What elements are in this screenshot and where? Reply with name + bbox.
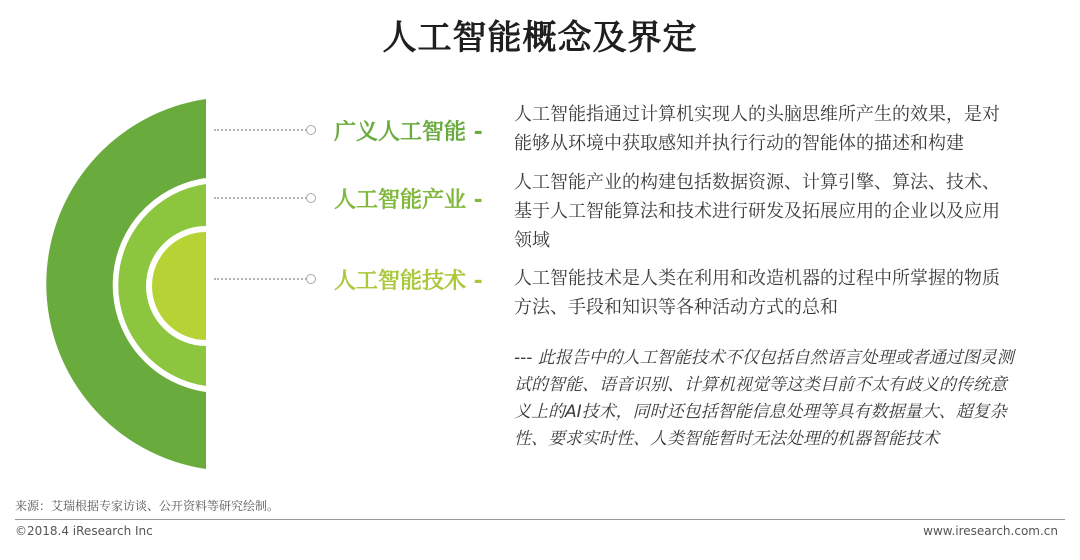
- connector-line-3: [214, 278, 310, 280]
- connector-dot-3: [306, 274, 316, 284]
- note-line: 试的智能、语音识别、计算机视觉等这类目前不太有歧义的传统意: [514, 375, 1007, 395]
- connector-dot-1: [306, 125, 316, 135]
- label-ai-technology: 人工智能技术 -: [334, 269, 483, 294]
- description-line: 人工智能指通过计算机实现人的头脑思维所产生的效果，是对: [514, 104, 1000, 125]
- connector-line-1: [214, 129, 310, 131]
- description-line: 基于人工智能算法和技术进行研发及拓展应用的企业以及应用: [514, 201, 1000, 222]
- connector-line-2: [214, 197, 310, 199]
- copyright: ©2018.4 iResearch Inc: [15, 524, 153, 538]
- connector-dot-2: [306, 193, 316, 203]
- concentric-half-rings: [0, 0, 220, 480]
- description-line: 领域: [514, 230, 550, 251]
- scope-note: [514, 345, 1059, 453]
- description-generalized-ai: [514, 100, 1054, 158]
- website-link[interactable]: www.iresearch.com.cn: [923, 524, 1058, 538]
- description-line: 人工智能产业的构建包括数据资源、计算引擎、算法、技术、: [514, 172, 1000, 193]
- page-title: 人工智能概念及界定: [382, 18, 698, 58]
- description-ai-industry: [514, 168, 1054, 255]
- description-line: 方法、手段和知识等各种活动方式的总和: [514, 297, 838, 318]
- description-line: 能够从环境中获取感知并执行行动的智能体的描述和构建: [514, 133, 964, 154]
- source-note: 来源：艾瑞根据专家访谈、公开资料等研究绘制。: [15, 499, 280, 513]
- note-line: 义上的AI技术，同时还包括智能信息处理等具有数据量大、超复杂: [514, 402, 1007, 422]
- label-ai-industry: 人工智能产业 -: [334, 188, 483, 213]
- label-generalized-ai: 广义人工智能 -: [334, 120, 483, 145]
- description-line: 人工智能技术是人类在利用和改造机器的过程中所掌握的物质: [514, 268, 1000, 289]
- note-line: --- 此报告中的人工智能技术不仅包括自然语言处理或者通过图灵测: [514, 348, 1014, 368]
- description-ai-technology: [514, 264, 1054, 322]
- footer-divider: [15, 519, 1065, 520]
- note-line: 性、要求实时性、人类智能暂时无法处理的机器智能技术: [514, 429, 939, 449]
